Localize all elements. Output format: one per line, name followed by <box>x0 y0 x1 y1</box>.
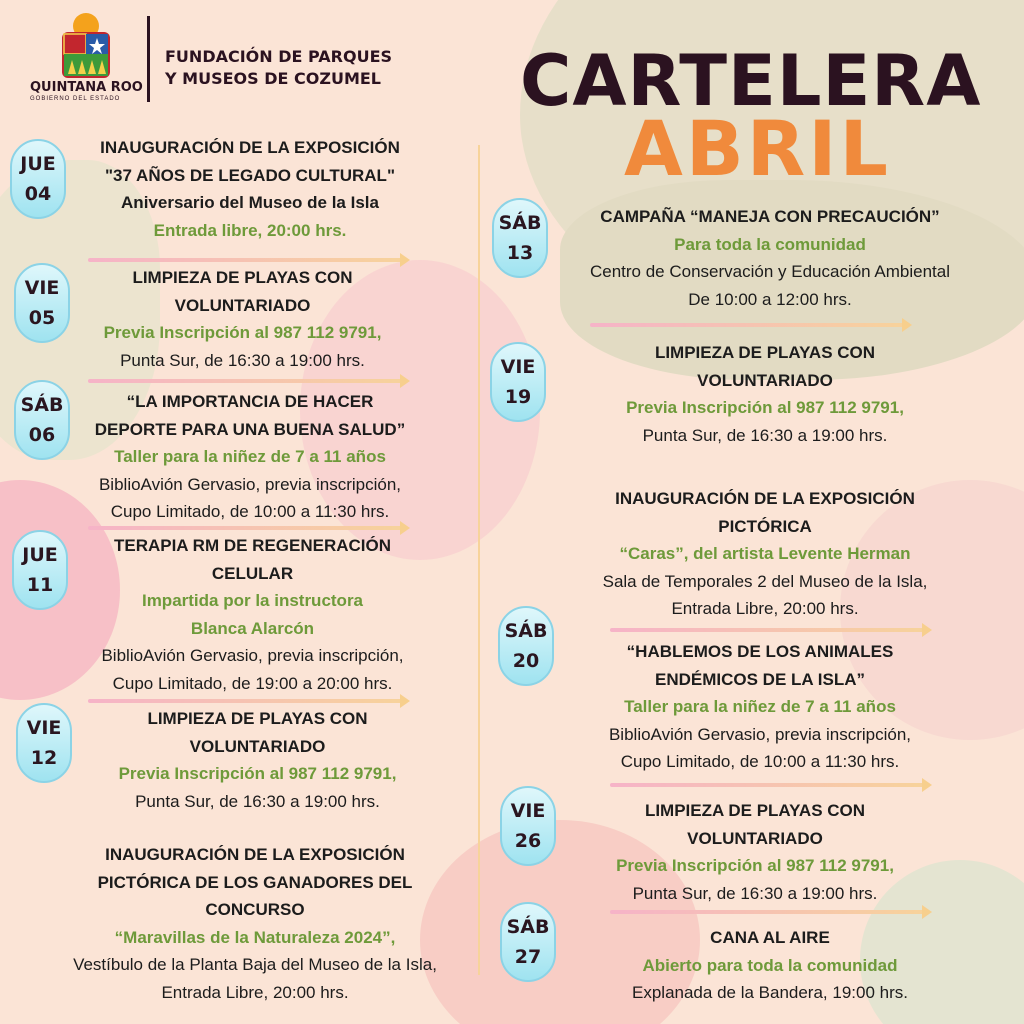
page-title: CARTELERA <box>520 40 982 122</box>
page-subtitle-month: ABRIL <box>624 104 891 193</box>
foundation-line: Y MUSEOS DE COZUMEL <box>165 69 381 88</box>
event-title: INAUGURACIÓN DE LA EXPOSICIÓN <box>100 138 400 157</box>
date-badge <box>500 786 556 866</box>
badge-day: SÁB <box>506 916 550 938</box>
event-item <box>60 532 445 697</box>
event-detail: BiblioAvión Gervasio, previa inscripción, <box>101 646 404 665</box>
event-item <box>550 485 980 623</box>
event-detail: Cupo Limitado, de 19:00 a 20:00 hrs. <box>112 673 393 693</box>
event-detail: Cupo Limitado, de 10:00 a 11:30 hrs. <box>620 752 900 771</box>
divider-arrow <box>88 526 408 530</box>
event-item <box>560 638 960 776</box>
date-badge <box>498 606 554 686</box>
badge-number: 20 <box>512 650 540 672</box>
event-title: PICTÓRICA DE LOS GANADORES DEL <box>97 872 413 892</box>
event-item <box>570 339 960 449</box>
badge-number: 19 <box>504 386 532 408</box>
event-title: CONCURSO <box>205 900 305 919</box>
event-highlight: Entrada libre, 20:00 hrs. <box>153 220 347 240</box>
divider-arrow <box>88 699 408 703</box>
event-highlight: “Maravillas de la Naturaleza 2024”, <box>114 927 396 947</box>
event-highlight: Abierto para toda la comunidad <box>642 955 898 975</box>
event-highlight: Impartida por la instructora <box>141 591 364 610</box>
badge-day: VIE <box>510 800 546 822</box>
event-detail: BiblioAvión Gervasio, previa inscripción, <box>98 474 402 494</box>
event-detail: Sala de Temporales 2 del Museo de la Isla, <box>602 571 928 591</box>
state-name: QUINTANA ROO <box>30 80 143 95</box>
event-title: PICTÓRICA <box>718 516 812 536</box>
badge-day: VIE <box>26 717 62 739</box>
badge-day: SÁB <box>498 212 542 234</box>
event-item <box>40 134 460 244</box>
event-title: VOLUNTARIADO <box>687 828 823 848</box>
event-highlight: Blanca Alarcón <box>190 618 315 638</box>
badge-number: 12 <box>30 747 58 769</box>
divider-arrow <box>610 783 930 787</box>
event-detail: Vestíbulo de la Planta Baja del Museo de la Isla, <box>73 955 437 974</box>
event-detail: Entrada Libre, 20:00 hrs. <box>161 982 349 1002</box>
event-detail: Cupo Limitado, de 10:00 a 11:30 hrs. <box>110 502 390 521</box>
event-detail: BiblioAvión Gervasio, previa inscripción, <box>608 724 912 744</box>
event-title: TERAPIA RM DE REGENERACIÓN <box>113 536 392 555</box>
badge-day: JUE <box>20 153 56 175</box>
badge-number: 11 <box>26 574 54 596</box>
divider-arrow <box>88 379 408 383</box>
event-title: DEPORTE PARA UNA BUENA SALUD” <box>94 419 406 439</box>
badge-day: SÁB <box>20 394 64 416</box>
divider-arrow <box>610 910 930 914</box>
event-title: LIMPIEZA DE PLAYAS CON <box>132 268 353 287</box>
event-title: “LA IMPORTANCIA DE HACER <box>126 392 374 411</box>
badge-number: 04 <box>24 183 52 205</box>
event-highlight: Previa Inscripción al 987 112 9791, <box>626 398 904 417</box>
event-title: LIMPIEZA DE PLAYAS CON <box>644 801 866 820</box>
foundation-name <box>165 46 392 90</box>
event-title: LIMPIEZA DE PLAYAS CON <box>147 709 368 728</box>
date-badge <box>500 902 556 982</box>
event-title: INAUGURACIÓN DE LA EXPOSICIÓN <box>615 489 915 508</box>
event-highlight: Para toda la comunidad <box>674 234 866 254</box>
event-title: CELULAR <box>211 563 294 583</box>
badge-number: 06 <box>28 424 56 446</box>
event-title: “HABLEMOS DE LOS ANIMALES <box>626 642 894 661</box>
event-highlight: Taller para la niñez de 7 a 11 años <box>114 447 386 466</box>
event-detail: Centro de Conservación y Educación Ambiental <box>589 262 951 281</box>
event-item <box>590 924 950 1007</box>
event-title: "37 AÑOS DE LEGADO CULTURAL" <box>104 165 396 185</box>
event-highlight: Previa Inscripción al 987 112 9791, <box>103 323 382 342</box>
event-item <box>55 388 445 526</box>
event-detail: Punta Sur, de 16:30 a 19:00 hrs. <box>642 425 888 445</box>
event-detail: Entrada Libre, 20:00 hrs. <box>671 599 859 618</box>
badge-number: 13 <box>506 242 534 264</box>
quintana-roo-crest-icon <box>58 12 114 82</box>
event-item <box>65 705 450 815</box>
event-item <box>540 203 1000 313</box>
event-title: INAUGURACIÓN DE LA EXPOSICIÓN <box>105 845 405 864</box>
event-title: CANA AL AIRE <box>710 928 830 947</box>
date-badge <box>16 703 72 783</box>
date-badge <box>490 342 546 422</box>
header-divider <box>147 16 150 102</box>
divider-arrow <box>590 323 910 327</box>
event-highlight: Taller para la niñez de 7 a 11 años <box>624 697 896 716</box>
badge-number: 05 <box>28 307 56 329</box>
divider-arrow <box>610 628 930 632</box>
event-detail: Punta Sur, de 16:30 a 19:00 hrs. <box>120 350 365 370</box>
event-highlight: Previa Inscripción al 987 112 9791, <box>118 764 397 783</box>
badge-day: VIE <box>500 356 536 378</box>
event-item <box>560 797 950 907</box>
event-title: VOLUNTARIADO <box>697 370 833 390</box>
state-subtitle: GOBIERNO DEL ESTADO <box>30 96 121 102</box>
event-subtitle: Aniversario del Museo de la Isla <box>121 193 379 212</box>
event-item <box>25 841 485 1006</box>
badge-number: 27 <box>514 946 542 968</box>
event-title: VOLUNTARIADO <box>174 295 311 315</box>
event-title: VOLUNTARIADO <box>189 736 326 756</box>
event-highlight: “Caras”, del artista Levente Herman <box>619 544 911 563</box>
event-detail: Explanada de la Bandera, 19:00 hrs. <box>632 983 908 1002</box>
foundation-line: FUNDACIÓN DE PARQUES <box>165 47 393 66</box>
event-title: CAMPAÑA “MANEJA CON PRECAUCIÓN” <box>600 207 940 226</box>
badge-day: JUE <box>22 544 58 566</box>
event-detail: De 10:00 a 12:00 hrs. <box>688 289 852 309</box>
badge-number: 26 <box>514 830 542 852</box>
divider-arrow <box>88 258 408 262</box>
event-highlight: Previa Inscripción al 987 112 9791, <box>616 856 894 875</box>
event-title: ENDÉMICOS DE LA ISLA” <box>655 669 865 689</box>
event-title: LIMPIEZA DE PLAYAS CON <box>654 343 876 362</box>
badge-day: VIE <box>24 277 60 299</box>
event-item <box>50 264 435 374</box>
event-detail: Punta Sur, de 16:30 a 19:00 hrs. <box>135 791 380 811</box>
badge-day: SÁB <box>504 620 548 642</box>
event-detail: Punta Sur, de 16:30 a 19:00 hrs. <box>632 883 878 903</box>
